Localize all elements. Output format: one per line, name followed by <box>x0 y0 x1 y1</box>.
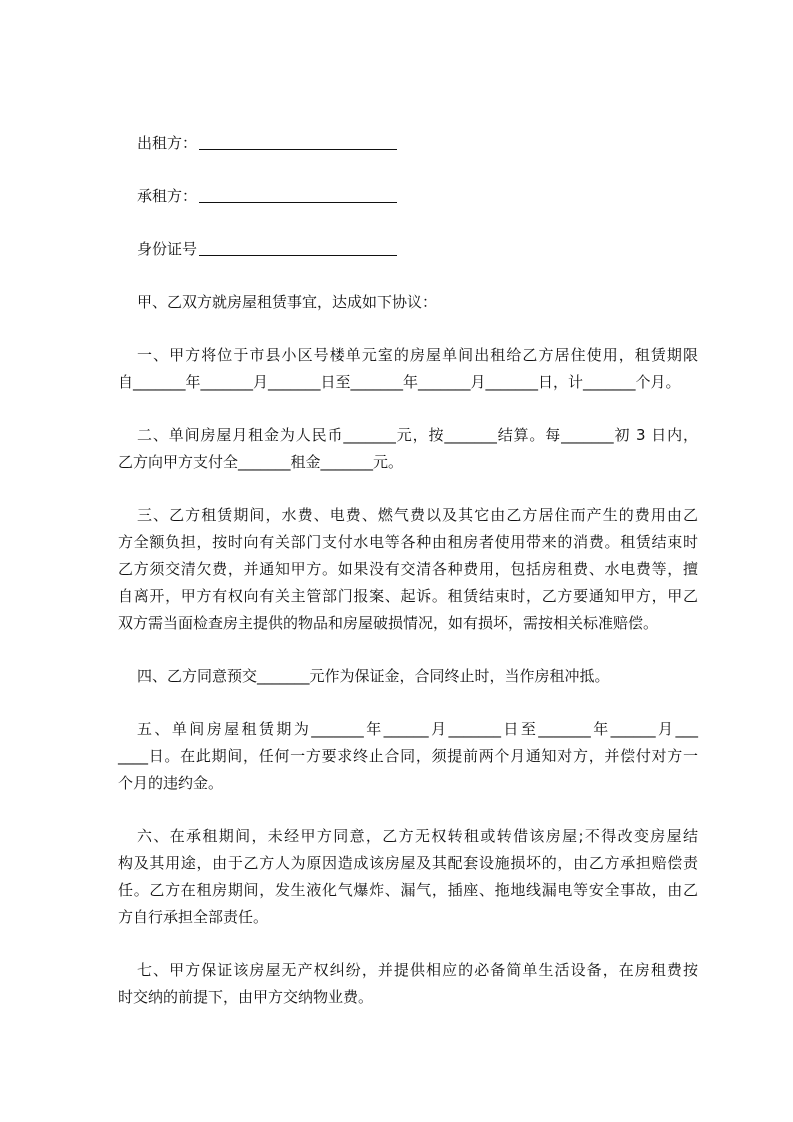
clause-line: 六、在承租期间，未经甲方同意，乙方无权转租或转借该房屋;不得改变房屋结 <box>137 827 698 845</box>
clauses <box>118 342 698 1011</box>
clause-line: 自离开，甲方有权向有关主管部门报案、起诉。租赁结束时，乙方要通知甲方，甲乙 <box>118 587 698 605</box>
blank-line <box>199 184 397 203</box>
clause-5 <box>118 716 698 797</box>
lessor-field <box>118 130 698 157</box>
intro-text: 甲、乙双方就房屋租赁事宜，达成如下协议： <box>137 293 438 311</box>
clause-1 <box>118 342 698 396</box>
field-label: 承租方： <box>137 187 198 205</box>
clause-line: ____日。在此期间，任何一方要求终止合同，须提前两个月通知对方，并偿付对方一 <box>118 747 698 765</box>
clause-line: 乙方须交清欠费，并通知甲方。如果没有交清各种费用，包括房租费、水电费等，擅 <box>118 560 698 578</box>
intro-paragraph <box>118 289 698 316</box>
clause-line: 二、单间房屋月租金为人民币_______元，按_______结算。每_______初 3 日内， <box>137 426 698 444</box>
clause-line: 乙方向甲方支付全_______租金_______元。 <box>118 453 404 471</box>
clause-line: 七、甲方保证该房屋无产权纠纷，并提供相应的必备简单生活设备，在房租费按 <box>137 961 698 979</box>
clause-line: 任。乙方在租房期间，发生液化气爆炸、漏气，插座、拖地线漏电等安全事故，由乙 <box>118 881 698 899</box>
field-label: 身份证号 <box>137 240 198 258</box>
clause-line: 时交纳的前提下，由甲方交纳物业费。 <box>118 988 374 1006</box>
clause-line: 自_______年_______月_______日至_______年_______月_______日，计_______个月。 <box>118 373 681 391</box>
clause-line: 四、乙方同意预交_______元作为保证金，合同终止时，当作房租冲抵。 <box>137 667 610 685</box>
clause-line: 五、单间房屋租赁期为_______年______月_______日至_______年______月___ <box>137 720 698 738</box>
lessee-field <box>118 183 698 210</box>
blank-line <box>199 237 397 256</box>
clause-line: 方自行承担全部责任。 <box>118 908 269 926</box>
blank-line <box>199 131 397 150</box>
id-number-field <box>118 236 698 263</box>
clause-line: 三、乙方租赁期间，水费、电费、燃气费以及其它由乙方居住而产生的费用由乙 <box>137 506 698 524</box>
clause-line: 个月的违约金。 <box>118 774 224 792</box>
contract-document <box>118 130 698 1037</box>
clause-2 <box>118 422 698 476</box>
clause-line: 双方需当面检查房主提供的物品和房屋破损情况，如有损坏，需按相关标准赔偿。 <box>118 614 659 632</box>
clause-3 <box>118 502 698 637</box>
clause-line: 一、甲方将位于市县小区号楼单元室的房屋单间出租给乙方居住使用，租赁期限 <box>137 346 698 364</box>
clause-6 <box>118 823 698 931</box>
field-label: 出租方： <box>137 134 198 152</box>
clause-4 <box>118 663 698 690</box>
clause-7 <box>118 957 698 1011</box>
clause-line: 方全额负担，按时向有关部门支付水电等各种由租房者使用带来的消费。租赁结束时 <box>118 533 698 551</box>
clause-line: 构及其用途，由于乙方人为原因造成该房屋及其配套设施损坏的，由乙方承担赔偿责 <box>118 854 698 872</box>
